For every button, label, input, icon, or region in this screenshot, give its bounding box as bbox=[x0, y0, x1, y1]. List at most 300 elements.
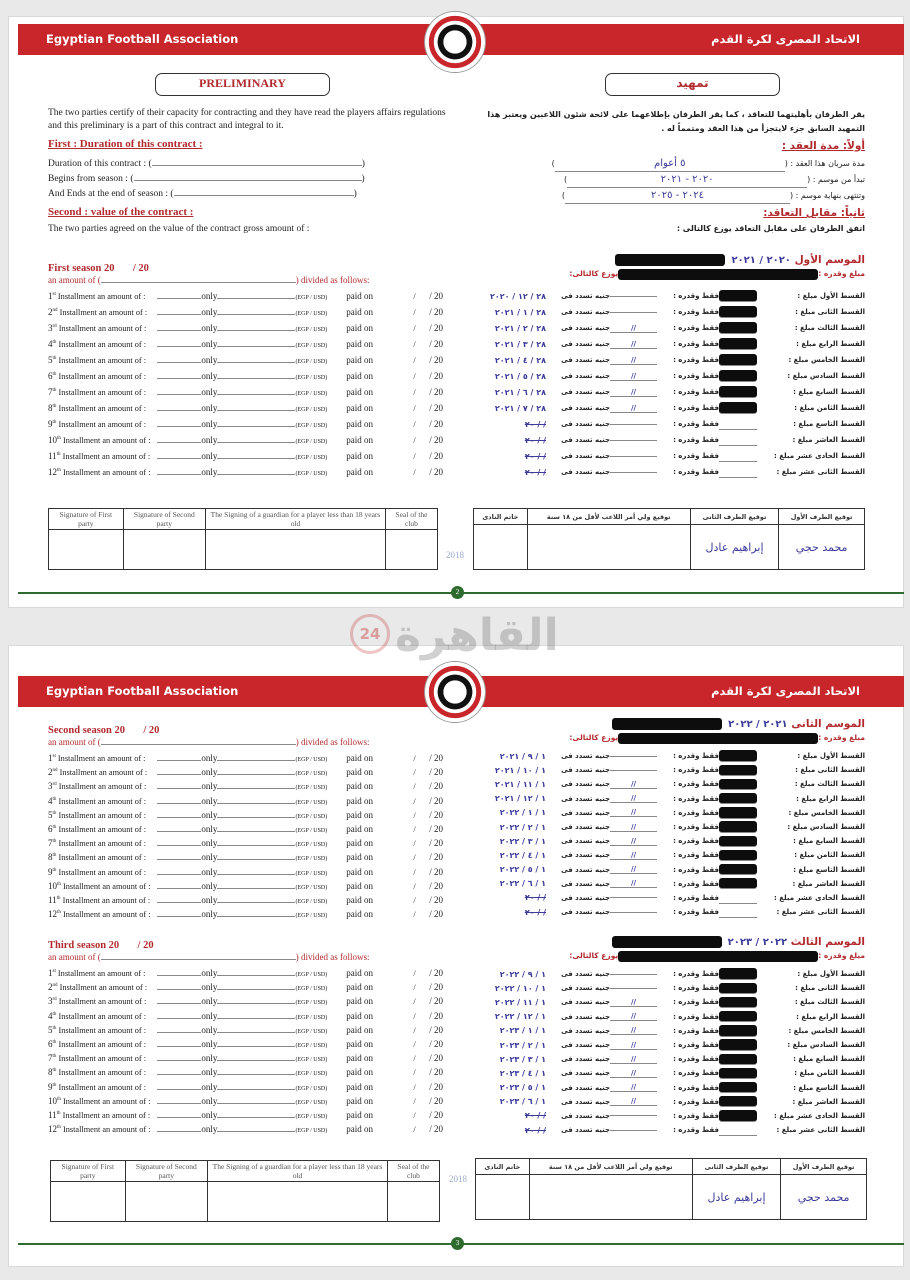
date-slash: / bbox=[413, 910, 416, 920]
paid-label-ar: جنيه تسدد فى bbox=[561, 452, 610, 460]
ordinal-suffix: th bbox=[52, 404, 57, 410]
installment-label-ar: القسط الأول مبلغ : bbox=[797, 752, 865, 761]
amount-fill bbox=[157, 831, 201, 832]
paid-on-label: paid on bbox=[346, 387, 373, 397]
installment-text: Installment an amount of : bbox=[62, 1110, 151, 1120]
amount-fill bbox=[157, 1032, 201, 1033]
paid-label-ar: جنيه تسدد فى bbox=[561, 970, 610, 979]
signature-header: خاتم النادى bbox=[474, 509, 528, 525]
header-title-ar: الاتحاد المصرى لكرة القدم bbox=[711, 32, 860, 46]
signature-header: Signature of First party bbox=[49, 509, 124, 530]
amount-fill bbox=[719, 418, 757, 431]
words-fill: // bbox=[610, 794, 657, 803]
payment-date: / / ٢٠ bbox=[524, 419, 546, 429]
installment-label bbox=[48, 852, 157, 862]
currency-label: (EGP / USD) bbox=[295, 471, 328, 477]
installment-label bbox=[48, 467, 157, 477]
words-fill bbox=[217, 1103, 295, 1104]
ordinal: 11 bbox=[48, 894, 57, 905]
duration-heading-ar: أولاً: مدة العقد : bbox=[781, 140, 865, 152]
amount-fill bbox=[157, 975, 201, 976]
words-fill: // bbox=[610, 808, 657, 817]
paid-on-label: paid on bbox=[346, 968, 373, 978]
paid-on-label: paid on bbox=[346, 1095, 373, 1106]
ordinal-suffix: st bbox=[52, 969, 56, 975]
words-fill bbox=[610, 312, 657, 313]
paren: ) bbox=[353, 189, 357, 199]
installment-text: Installment an amount of : bbox=[58, 356, 147, 365]
installment-label-ar: القسط السابع مبلغ : bbox=[793, 837, 865, 846]
first-party-signature: محمد حجي bbox=[797, 1190, 850, 1204]
currency-label: (EGP / USD) bbox=[295, 327, 328, 333]
payment-date: / / ٢٠ bbox=[524, 893, 546, 903]
installment-label-ar: القسط التاسع مبلغ : bbox=[793, 420, 865, 428]
payment-date: ١ / ٦ / ٢٠٢٢ bbox=[499, 879, 546, 889]
date-year: / 20 bbox=[429, 451, 443, 461]
redaction-mark bbox=[719, 306, 757, 319]
words-fill: // bbox=[610, 324, 657, 333]
installment-text: Installment an amount of : bbox=[58, 340, 147, 349]
currency-label: (EGP / USD) bbox=[295, 359, 328, 365]
amount-fill bbox=[157, 1060, 201, 1061]
only-label: only bbox=[201, 435, 218, 445]
season-title-ar bbox=[470, 718, 865, 730]
installment-label-ar: القسط الثانى عشر مبلغ : bbox=[776, 908, 865, 917]
ordinal: 3 bbox=[48, 781, 53, 792]
amount-fill bbox=[157, 888, 201, 889]
installment-label bbox=[48, 1053, 157, 1063]
amount-fill bbox=[157, 859, 201, 860]
season-title-ar bbox=[470, 936, 865, 948]
page-number: 2 bbox=[451, 586, 464, 599]
words-fill bbox=[217, 1089, 295, 1090]
paid-label-ar: جنيه تسدد فى bbox=[561, 1083, 610, 1092]
installment-row bbox=[48, 867, 443, 881]
paid-on-label: paid on bbox=[346, 403, 373, 413]
ordinal: 6 bbox=[48, 371, 53, 381]
paid-on-label: paid on bbox=[346, 1109, 373, 1120]
only-label: only bbox=[201, 781, 218, 792]
installment-row-ar bbox=[470, 1095, 865, 1109]
paid-on-label: paid on bbox=[346, 307, 373, 317]
words-fill bbox=[217, 803, 295, 804]
redaction-mark bbox=[618, 269, 818, 280]
ordinal-suffix: st bbox=[52, 292, 56, 298]
efa-logo bbox=[425, 12, 485, 72]
preliminary-title: PRELIMINARY bbox=[155, 73, 330, 96]
payment-date: ١ / ١٠ / ٢٠٢٢ bbox=[494, 983, 546, 993]
duration-value: ٥ أعوام bbox=[555, 156, 785, 172]
redaction-mark bbox=[719, 850, 757, 861]
only-label-ar: فقط وقدره : bbox=[673, 780, 719, 789]
date-year: / 20 bbox=[429, 753, 443, 763]
words-fill: // bbox=[610, 404, 657, 413]
installment-row-ar bbox=[470, 288, 865, 304]
paid-label-ar: جنيه تسدد فى bbox=[561, 372, 610, 380]
words-fill bbox=[610, 424, 657, 425]
signature-header: توقيع ولي أمر اللاعب لأقل من ١٨ سنة bbox=[529, 1159, 692, 1175]
amount-line bbox=[48, 274, 443, 287]
paid-on-label: paid on bbox=[346, 852, 373, 863]
amount-prefix: an amount of ( bbox=[48, 952, 101, 962]
installment-row bbox=[48, 767, 443, 781]
installment-label-ar: القسط الثالث مبلغ : bbox=[794, 998, 865, 1007]
only-label-ar: فقط وقدره : bbox=[673, 404, 719, 412]
date-slash: / bbox=[413, 420, 416, 429]
words-fill: // bbox=[610, 851, 657, 860]
words-fill bbox=[217, 1046, 295, 1047]
date-slash: / bbox=[413, 782, 416, 792]
installment-label-ar: القسط الحادى عشر مبلغ : bbox=[773, 893, 865, 902]
paid-label-ar: جنيه تسدد فى bbox=[561, 1055, 610, 1064]
installment-row-ar bbox=[470, 336, 865, 352]
only-label-ar: فقط وقدره : bbox=[673, 998, 719, 1007]
english-season-3 bbox=[48, 940, 443, 1138]
date-slash: / bbox=[413, 1082, 416, 1092]
only-label: only bbox=[201, 307, 218, 317]
words-fill bbox=[217, 760, 295, 761]
ordinal-suffix: th bbox=[52, 420, 57, 426]
duration-label: Duration of this contract : ( bbox=[48, 159, 152, 169]
ordinal-suffix: th bbox=[57, 881, 61, 887]
paid-on-label: paid on bbox=[346, 982, 373, 993]
currency-label: (EGP / USD) bbox=[295, 1014, 328, 1021]
ends-line bbox=[48, 187, 453, 202]
signature-header-row bbox=[476, 1159, 867, 1175]
payment-date: / / ٢٠ bbox=[524, 1125, 546, 1135]
ordinal: 7 bbox=[48, 1053, 53, 1064]
signature-cell bbox=[123, 530, 205, 570]
only-label-ar: فقط وقدره : bbox=[673, 308, 719, 316]
intro-text-ar: يقر الطرفان بأهليتهما للتعاقد ، كما يقر الطرفان بإطلاعهما على لائحة شئون اللاعبين ويعتبر هذا التمهيد السابق جزء لايتجزأ من هذا العقد ومتمماً له . bbox=[487, 110, 865, 133]
amount-line bbox=[48, 951, 443, 964]
ends-line-ar bbox=[470, 188, 865, 204]
signature-cell bbox=[529, 1175, 692, 1220]
paid-label-ar: جنيه تسدد فى bbox=[561, 436, 610, 444]
installment-row-ar bbox=[470, 1066, 865, 1080]
words-fill bbox=[610, 974, 657, 975]
date-year: / 20 bbox=[429, 982, 443, 993]
date-slash: / bbox=[413, 308, 416, 317]
signature-header: Seal of the club bbox=[387, 1161, 439, 1182]
installment-row-ar bbox=[470, 863, 865, 877]
date-slash: / bbox=[413, 324, 416, 333]
ordinal-suffix: th bbox=[52, 810, 57, 816]
amount-line-ar bbox=[470, 266, 865, 282]
duration-label-ar: مدة سريان هذا العقد : ( bbox=[784, 159, 865, 168]
installment-label bbox=[48, 435, 157, 445]
only-label: only bbox=[201, 909, 218, 920]
amount-fill bbox=[157, 410, 201, 411]
paren: ) bbox=[361, 174, 365, 184]
installment-text: Installment an amount of : bbox=[57, 969, 146, 978]
arabic-season-2 bbox=[470, 718, 865, 919]
currency-label: (EGP / USD) bbox=[295, 439, 328, 445]
date-slash: / bbox=[413, 1068, 416, 1078]
words-fill bbox=[217, 378, 295, 379]
currency-label: (EGP / USD) bbox=[295, 870, 328, 877]
paid-label-ar: جنيه تسدد فى bbox=[561, 308, 610, 316]
date-year: / 20 bbox=[429, 355, 443, 365]
date-year: / 20 bbox=[429, 880, 443, 891]
installment-row bbox=[48, 1067, 443, 1081]
only-label-ar: فقط وقدره : bbox=[673, 1126, 719, 1135]
club-stamp-year: 2018 bbox=[446, 550, 464, 560]
date-year: / 20 bbox=[429, 852, 443, 863]
installment-label bbox=[48, 307, 157, 317]
redaction-mark bbox=[719, 793, 757, 804]
installment-text: Installment an amount of : bbox=[58, 1082, 147, 1092]
words-fill bbox=[217, 1117, 295, 1118]
only-label: only bbox=[201, 767, 218, 778]
ordinal-suffix: th bbox=[52, 796, 57, 802]
paid-on-label: paid on bbox=[346, 1081, 373, 1092]
amount-suffix: ) divided as follows: bbox=[295, 275, 370, 285]
date-slash: / bbox=[413, 1125, 416, 1135]
signature-row bbox=[476, 1175, 867, 1220]
date-year: / 20 bbox=[429, 307, 443, 317]
date-year: / 20 bbox=[429, 1109, 443, 1120]
date-slash: / bbox=[413, 356, 416, 365]
paid-label-ar: جنيه تسدد فى bbox=[561, 340, 610, 348]
paid-label-ar: جنيه تسدد فى bbox=[561, 1026, 610, 1035]
payment-date: ١ / ١٠ / ٢٠٢١ bbox=[494, 765, 546, 775]
currency-label: (EGP / USD) bbox=[295, 455, 328, 461]
date-year: / 20 bbox=[429, 371, 443, 381]
amount-fill bbox=[157, 1018, 201, 1019]
amount-fill bbox=[157, 1103, 201, 1104]
installment-text: Installment an amount of : bbox=[58, 388, 147, 397]
season-years: ٢٠٢١ / ٢٠٢٢ bbox=[728, 719, 788, 730]
installment-text: Installment an amount of : bbox=[58, 796, 147, 806]
installment-text: Installment an amount of : bbox=[58, 839, 147, 849]
installment-label bbox=[48, 1067, 157, 1077]
installment-row bbox=[48, 1124, 443, 1138]
installment-label-ar: القسط الخامس مبلغ : bbox=[788, 1026, 865, 1035]
installment-text: Installment an amount of : bbox=[58, 1025, 147, 1035]
signature-header: Seal of the club bbox=[385, 509, 437, 530]
date-slash: / bbox=[413, 754, 416, 763]
only-label-ar: فقط وقدره : bbox=[673, 1111, 719, 1120]
only-label: only bbox=[201, 419, 218, 429]
payment-date: / / ٢٠ bbox=[524, 467, 546, 477]
redaction-mark bbox=[719, 864, 757, 875]
installment-row-ar bbox=[470, 368, 865, 384]
only-label: only bbox=[201, 823, 218, 834]
paid-label-ar: جنيه تسدد فى bbox=[561, 404, 610, 412]
only-label-ar: فقط وقدره : bbox=[673, 1097, 719, 1106]
installment-label-ar: القسط التاسع مبلغ : bbox=[793, 1083, 865, 1092]
installment-text: Installment an amount of : bbox=[58, 372, 147, 381]
redaction-mark bbox=[618, 733, 818, 744]
installment-row bbox=[48, 371, 443, 387]
installment-row-ar bbox=[470, 1052, 865, 1066]
words-fill bbox=[217, 975, 295, 976]
paren: ) bbox=[361, 159, 365, 169]
amount-fill bbox=[157, 362, 201, 363]
signature-row bbox=[474, 525, 865, 570]
words-fill bbox=[610, 897, 657, 898]
words-fill bbox=[217, 298, 295, 299]
installment-label-ar: القسط الرابع مبلغ : bbox=[796, 794, 865, 803]
installment-text: Installment an amount of : bbox=[58, 404, 147, 413]
installment-row-ar bbox=[470, 995, 865, 1009]
amount-fill bbox=[719, 1124, 757, 1135]
signature-row bbox=[49, 530, 438, 570]
installment-row-ar bbox=[470, 464, 865, 480]
date-year: / 20 bbox=[429, 291, 443, 301]
payment-date: / / ٢٠ bbox=[524, 1111, 546, 1121]
paid-on-label: paid on bbox=[346, 451, 373, 461]
paid-label-ar: جنيه تسدد فى bbox=[561, 865, 610, 874]
currency-label: (EGP / USD) bbox=[295, 856, 328, 863]
date-year: / 20 bbox=[429, 838, 443, 849]
payment-date: ١ / ٤ / ٢٠٢٢ bbox=[499, 850, 546, 860]
paid-on-label: paid on bbox=[346, 323, 373, 333]
only-label-ar: فقط وقدره : bbox=[673, 752, 719, 761]
ordinal-suffix: th bbox=[52, 1040, 57, 1046]
date-year: / 20 bbox=[429, 387, 443, 397]
signature-cell bbox=[387, 1182, 439, 1222]
payment-date: ٢٨ / ٢ / ٢٠٢١ bbox=[494, 323, 546, 333]
only-label-ar: فقط وقدره : bbox=[673, 766, 719, 775]
signature-header: توقيع الطرف الأول bbox=[781, 1159, 867, 1175]
paid-label-ar: جنيه تسدد فى bbox=[561, 823, 610, 832]
date-slash: / bbox=[413, 867, 416, 877]
signature-header: Signature of Second party bbox=[125, 1161, 207, 1182]
date-year: / 20 bbox=[429, 894, 443, 905]
redaction-mark bbox=[612, 718, 722, 730]
season-years: ٢٠٢٠ / ٢٠٢١ bbox=[731, 255, 791, 266]
paid-label-ar: جنيه تسدد فى bbox=[561, 837, 610, 846]
only-label-ar: فقط وقدره : bbox=[673, 468, 719, 476]
installment-row bbox=[48, 982, 443, 996]
duration-heading: First : Duration of this contract : bbox=[48, 138, 203, 150]
signature-cell bbox=[49, 530, 124, 570]
only-label-ar: فقط وقدره : bbox=[673, 1069, 719, 1078]
words-fill: // bbox=[610, 780, 657, 789]
installment-row bbox=[48, 1025, 443, 1039]
installment-label bbox=[48, 796, 157, 806]
words-fill bbox=[610, 472, 657, 473]
only-label: only bbox=[201, 1095, 218, 1106]
amount-fill bbox=[157, 458, 201, 459]
payment-date: ٢٨ / ٧ / ٢٠٢١ bbox=[494, 403, 546, 413]
installment-text: Installment an amount of : bbox=[58, 867, 147, 877]
only-label-ar: فقط وقدره : bbox=[673, 865, 719, 874]
preliminary-title-ar: تمهيد bbox=[605, 73, 780, 96]
ordinal: 12 bbox=[48, 467, 57, 477]
ordinal-suffix: st bbox=[52, 754, 56, 760]
ends-fill bbox=[174, 195, 354, 196]
agreed-text: The two parties agreed on the value of the contract gross amount of : bbox=[48, 224, 310, 234]
ordinal-suffix: th bbox=[56, 1111, 61, 1117]
only-label: only bbox=[201, 451, 218, 461]
club-stamp-year: 2018 bbox=[449, 1174, 467, 1184]
installment-row bbox=[48, 895, 443, 909]
installment-label-ar: القسط السادس مبلغ : bbox=[787, 823, 865, 832]
redaction-mark bbox=[719, 983, 757, 994]
installment-row bbox=[48, 1082, 443, 1096]
signature-cell bbox=[125, 1182, 207, 1222]
signature-cell bbox=[208, 1182, 388, 1222]
ordinal-suffix: th bbox=[52, 1082, 57, 1088]
only-label-ar: فقط وقدره : bbox=[673, 452, 719, 460]
ordinal-suffix: th bbox=[57, 1096, 61, 1102]
currency-label: (EGP / USD) bbox=[295, 375, 328, 381]
date-slash: / bbox=[413, 468, 416, 477]
installment-label-ar: القسط الثامن مبلغ : bbox=[794, 404, 865, 412]
installment-row bbox=[48, 810, 443, 824]
installment-row bbox=[48, 796, 443, 810]
payment-date: ٢٨ / ٥ / ٢٠٢١ bbox=[494, 371, 546, 381]
date-slash: / bbox=[413, 895, 416, 905]
signature-cell bbox=[692, 1175, 780, 1220]
ordinal: 12 bbox=[48, 1124, 57, 1135]
agreed-text-ar: اتفق الطرفان على مقابل التعاقد يوزع كالتالى : bbox=[676, 224, 865, 233]
only-label: only bbox=[201, 403, 218, 413]
installment-row-ar bbox=[470, 352, 865, 368]
date-year: / 20 bbox=[429, 866, 443, 877]
date-year: / 20 bbox=[429, 467, 443, 477]
installment-row bbox=[48, 909, 443, 923]
date-year: / 20 bbox=[429, 1081, 443, 1092]
date-year: / 20 bbox=[429, 823, 443, 834]
currency-label: (EGP / USD) bbox=[295, 771, 328, 778]
signature-header: توقيع الطرف الثانى bbox=[690, 509, 778, 525]
only-label: only bbox=[201, 894, 218, 905]
currency-label: (EGP / USD) bbox=[295, 1057, 328, 1064]
installment-row-ar bbox=[470, 320, 865, 336]
words-fill: // bbox=[610, 1097, 657, 1106]
currency-label: (EGP / USD) bbox=[295, 1000, 328, 1007]
only-label: only bbox=[201, 1010, 218, 1021]
date-year: / 20 bbox=[429, 909, 443, 920]
installment-text: Installment an amount of : bbox=[59, 983, 148, 993]
installment-row bbox=[48, 838, 443, 852]
only-label: only bbox=[201, 1038, 218, 1049]
only-label: only bbox=[201, 1124, 218, 1135]
ordinal: 5 bbox=[48, 809, 53, 820]
redaction-mark bbox=[719, 370, 757, 383]
paid-on-label: paid on bbox=[346, 753, 373, 763]
installment-row-ar bbox=[470, 749, 865, 763]
only-label-ar: فقط وقدره : bbox=[673, 372, 719, 380]
ordinal: 9 bbox=[48, 419, 53, 429]
ordinal: 12 bbox=[48, 909, 57, 920]
installment-row bbox=[48, 323, 443, 339]
signature-header-row bbox=[49, 509, 438, 530]
only-label-ar: فقط وقدره : bbox=[673, 970, 719, 979]
ordinal: 11 bbox=[48, 451, 57, 461]
date-slash: / bbox=[413, 1096, 416, 1106]
words-fill bbox=[217, 1074, 295, 1075]
ordinal: 1 bbox=[48, 753, 53, 763]
arabic-season-1 bbox=[470, 254, 865, 480]
amount-fill bbox=[157, 760, 201, 761]
ordinal: 1 bbox=[48, 291, 53, 301]
paid-on-label: paid on bbox=[346, 339, 373, 349]
signature-cell bbox=[51, 1182, 126, 1222]
date-slash: / bbox=[413, 292, 416, 301]
words-fill bbox=[217, 442, 295, 443]
words-fill: // bbox=[610, 372, 657, 381]
installment-label bbox=[48, 1011, 157, 1021]
words-fill bbox=[217, 817, 295, 818]
only-label-ar: فقط وقدره : bbox=[673, 436, 719, 444]
begins-fill bbox=[134, 180, 362, 181]
words-fill bbox=[217, 314, 295, 315]
